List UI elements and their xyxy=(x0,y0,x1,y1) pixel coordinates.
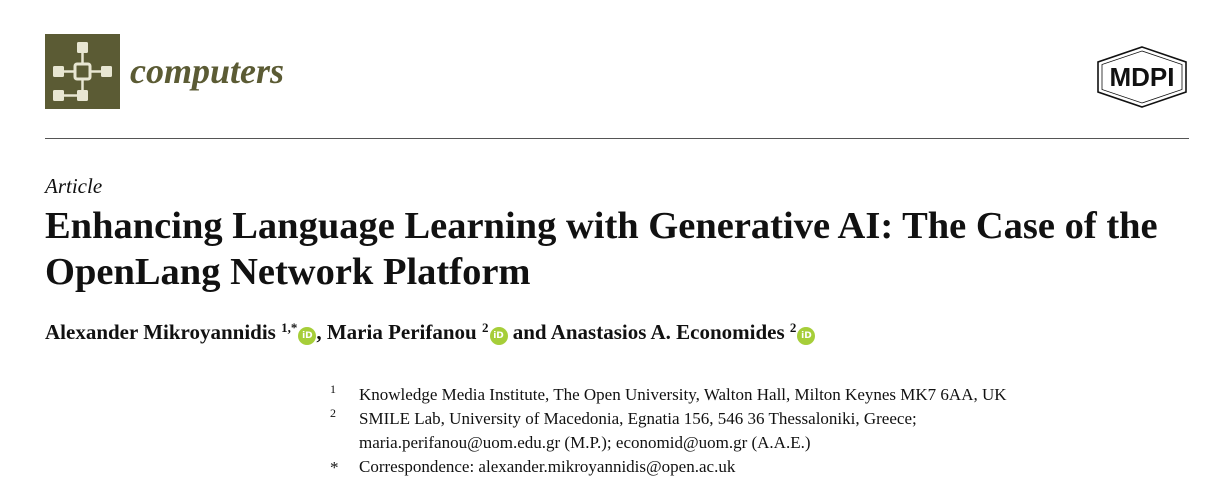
author-separator: , xyxy=(316,320,327,344)
publisher-logo xyxy=(1094,45,1190,114)
author-list xyxy=(45,320,815,345)
network-nodes-icon xyxy=(45,34,120,109)
author-affiliation-ref: 2 xyxy=(482,320,489,335)
affiliation-text: SMILE Lab, University of Macedonia, Egnatia 156, 546 36 Thessaloniki, Greece; xyxy=(359,409,917,428)
affiliation-mark: 2 xyxy=(330,406,336,420)
orcid-icon[interactable]: iD xyxy=(490,327,508,345)
affiliation-mark: 1 xyxy=(330,382,336,396)
affiliation-email-text: maria.perifanou@uom.edu.gr (M.P.); economid@uom.gr (A.A.E.) xyxy=(359,433,811,452)
correspondence-mark: * xyxy=(330,458,339,477)
correspondence-text: Correspondence: alexander.mikroyannidis@open.ac.uk xyxy=(359,457,736,476)
publisher-name: MDPI xyxy=(1109,62,1175,92)
author-name: Alexander Mikroyannidis xyxy=(45,320,276,344)
author-affiliation-ref: 2 xyxy=(789,320,797,335)
orcid-icon[interactable]: iD xyxy=(298,327,316,345)
affiliation-text: Knowledge Media Institute, The Open University, Walton Hall, Milton Keynes MK7 6AA, UK xyxy=(359,385,1007,404)
orcid-icon[interactable]: iD xyxy=(797,327,815,345)
author-separator: and xyxy=(507,320,551,344)
article-type: Article xyxy=(45,174,103,198)
journal-name: computers xyxy=(130,51,285,91)
author-name: Anastasios A. Economides xyxy=(550,320,785,344)
article-title: Enhancing Language Learning with Generative AI: The Case of the OpenLang Network Platform xyxy=(45,205,1158,293)
author-affiliation-ref: 1,* xyxy=(281,320,298,335)
author-name: Maria Perifanou xyxy=(326,320,477,344)
journal-logo xyxy=(45,34,120,109)
header-divider xyxy=(45,138,1189,139)
hexagon-logo xyxy=(1094,45,1190,109)
